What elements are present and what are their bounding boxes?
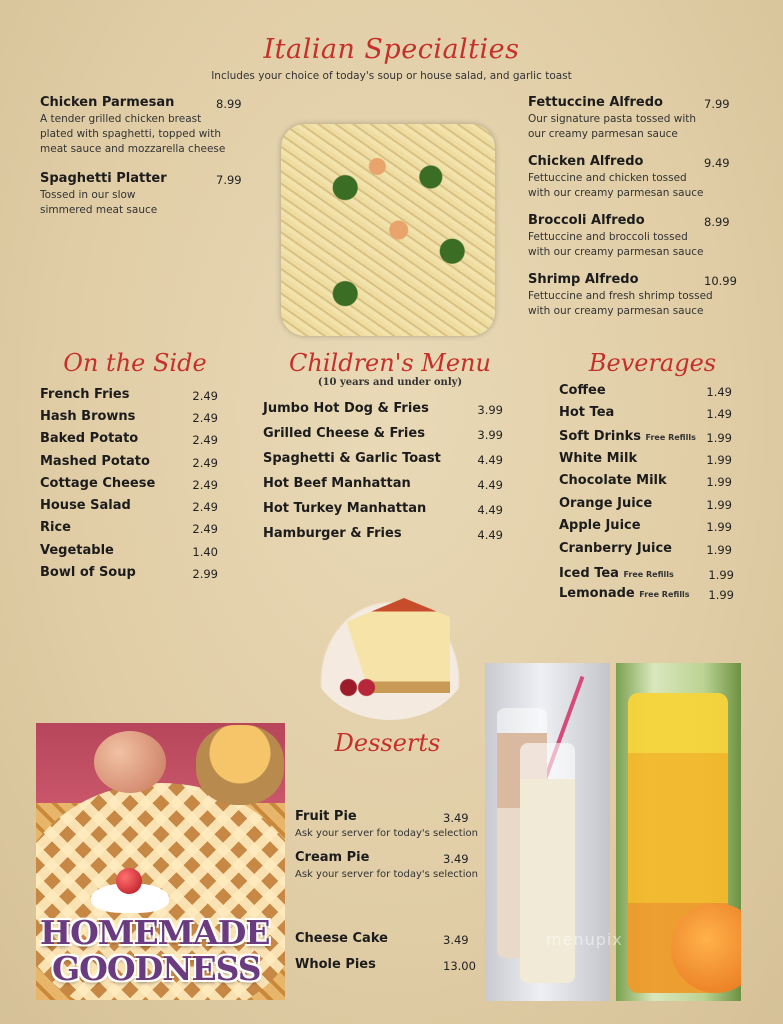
item-description: Tossed in our slow simmered meat sauce <box>40 189 158 216</box>
item-description: Fettuccine and broccoli tossed with our creamy parmesan sauce <box>528 231 704 258</box>
list-item: Chocolate Milk 1.99 <box>559 473 732 489</box>
list-item: White Milk 1.99 <box>559 451 732 467</box>
item-price: 3.49 <box>443 852 469 866</box>
cherry-icon <box>116 868 142 894</box>
item-price: 7.99 <box>704 97 730 111</box>
item-name: Broccoli Alfredo <box>528 213 645 228</box>
item-price: 3.49 <box>443 933 469 947</box>
italian-specialties-title: Italian Specialties <box>263 34 520 65</box>
list-item: Hamburger & Fries 4.49 <box>263 526 503 542</box>
item-name: Fruit Pie <box>295 809 357 824</box>
item-price: 9.49 <box>704 156 730 170</box>
orange-juice-photo <box>616 663 741 1001</box>
item-name: Fettuccine Alfredo <box>528 95 663 110</box>
list-item: Jumbo Hot Dog & Fries 3.99 <box>263 401 503 417</box>
menu-item-chicken-alfredo <box>528 154 758 201</box>
beverages-title: Beverages <box>588 349 717 377</box>
menu-item-fettuccine-alfredo <box>528 95 758 142</box>
list-item: Iced Tea Free Refills 1.99 <box>559 566 734 582</box>
item-description: Our signature pasta tossed with our creamy parmesan sauce <box>528 113 697 140</box>
list-item: Hot Beef Manhattan 4.49 <box>263 476 503 492</box>
list-item: Vegetable 1.40 <box>40 543 218 559</box>
pasta-photo <box>281 124 495 336</box>
item-name: Chicken Alfredo <box>528 154 644 169</box>
peach-image <box>94 731 166 793</box>
desserts-title: Desserts <box>334 729 441 757</box>
item-price: 13.00 <box>443 959 476 973</box>
item-price: 3.49 <box>443 811 469 825</box>
list-item: Cranberry Juice 1.99 <box>559 541 732 557</box>
logo-line-2: GOODNESS <box>52 949 261 988</box>
cheesecake-photo <box>310 590 470 720</box>
menu-item-shrimp-alfredo <box>528 272 758 319</box>
list-item: Hot Turkey Manhattan 4.49 <box>263 501 503 517</box>
list-item: French Fries 2.49 <box>40 387 218 403</box>
menu-item-spaghetti-platter <box>40 171 250 218</box>
menu-item-cream-pie <box>295 850 480 882</box>
item-description: Ask your server for today's selection <box>295 828 478 839</box>
item-name: Cream Pie <box>295 850 370 865</box>
menu-item-broccoli-alfredo <box>528 213 758 260</box>
kids-menu-subtitle: (10 years and under only) <box>317 377 463 388</box>
list-item: Cottage Cheese 2.49 <box>40 476 218 492</box>
list-item: Coffee 1.49 <box>559 383 732 399</box>
item-price: 10.99 <box>704 274 737 288</box>
homemade-pie-photo <box>36 723 285 1000</box>
menu-item-cheese-cake <box>295 931 480 946</box>
watermark: menupix <box>546 930 623 949</box>
item-name: Chicken Parmesan <box>40 95 175 110</box>
item-description: Fettuccine and chicken tossed with our creamy parmesan sauce <box>528 172 704 199</box>
list-item: Orange Juice 1.99 <box>559 496 732 512</box>
list-item: Soft Drinks Free Refills 1.99 <box>559 429 732 445</box>
item-name: Shrimp Alfredo <box>528 272 639 287</box>
item-name: Cheese Cake <box>295 931 388 946</box>
list-item: Rice 2.49 <box>40 520 218 536</box>
list-item: Bowl of Soup 2.99 <box>40 565 218 581</box>
item-price: 8.99 <box>216 97 242 111</box>
kids-menu-title: Children's Menu <box>289 349 491 377</box>
item-description: Fettuccine and fresh shrimp tossed with our creamy parmesan sauce <box>528 290 713 317</box>
list-item: Hot Tea 1.49 <box>559 405 732 421</box>
list-item: House Salad 2.49 <box>40 498 218 514</box>
italian-specialties-subtitle: Includes your choice of today's soup or house salad, and garlic toast <box>211 70 572 82</box>
list-item: Hash Browns 2.49 <box>40 409 218 425</box>
list-item: Spaghetti & Garlic Toast 4.49 <box>263 451 503 467</box>
list-item: Grilled Cheese & Fries 3.99 <box>263 426 503 442</box>
logo-line-1: HOMEMADE <box>40 913 270 952</box>
item-name: Spaghetti Platter <box>40 171 167 186</box>
peach-bowl-image <box>196 725 284 805</box>
menu-item-whole-pies <box>295 957 480 972</box>
item-price: 8.99 <box>704 215 730 229</box>
item-price: 7.99 <box>216 173 242 187</box>
list-item: Baked Potato 2.49 <box>40 431 218 447</box>
item-name: Whole Pies <box>295 957 376 972</box>
item-description: Ask your server for today's selection <box>295 869 478 880</box>
sides-title: On the Side <box>63 349 207 377</box>
item-description: A tender grilled chicken breast plated with spaghetti, topped with meat sauce and mozzarella cheese <box>40 113 226 155</box>
list-item: Mashed Potato 2.49 <box>40 454 218 470</box>
menu-item-fruit-pie <box>295 809 480 841</box>
milkshake-photo <box>485 663 610 1001</box>
list-item: Lemonade Free Refills 1.99 <box>559 586 734 602</box>
menu-item-chicken-parmesan <box>40 95 250 157</box>
list-item: Apple Juice 1.99 <box>559 518 732 534</box>
